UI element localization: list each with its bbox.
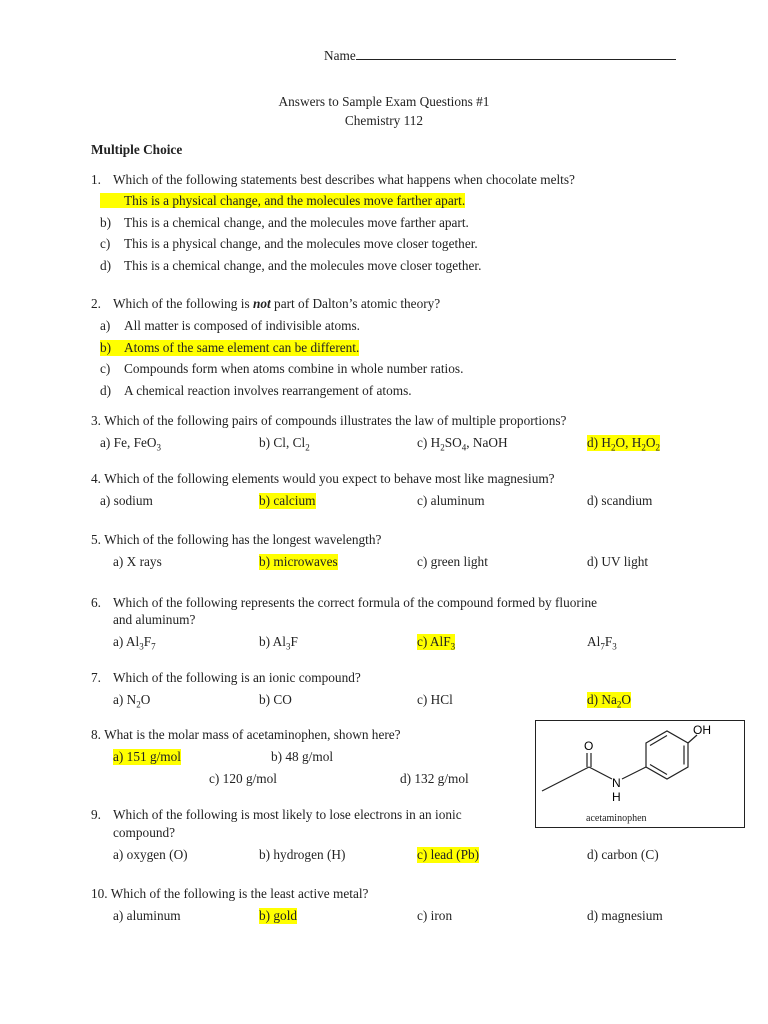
option-c — [417, 554, 488, 570]
option-letter: b) — [259, 692, 271, 707]
question-text-continued: compound? — [113, 825, 176, 840]
structure-caption: acetaminophen — [586, 813, 647, 824]
option-text: aluminum — [430, 493, 485, 508]
option-text: 48 g/mol — [285, 749, 334, 764]
question-text — [91, 532, 381, 548]
option-text: microwaves — [273, 554, 338, 569]
option-letter: d) — [587, 554, 599, 569]
option-text: A chemical reaction involves rearrangement of atoms. — [124, 383, 412, 398]
question-body: Which of the following is the least active metal? — [110, 886, 369, 901]
option-text: aluminum — [126, 908, 181, 923]
option-letter: d) — [587, 908, 599, 923]
atom-h: H — [612, 790, 621, 804]
option-c — [417, 493, 485, 509]
option-letter: c) — [417, 692, 428, 707]
option-text: oxygen (O) — [126, 847, 188, 862]
option-text: This is a physical change, and the molecules move farther apart. — [124, 193, 466, 208]
name-label: Name — [324, 48, 356, 63]
question-text — [113, 296, 440, 312]
option-letter: a) — [113, 554, 124, 569]
option-b: b) Cl, $Cl_2$ — [259, 435, 310, 453]
course-title: Chemistry 112 — [344, 113, 424, 128]
option-text: This is a physical change, and the molecules move closer together. — [124, 236, 478, 251]
question-number: 5. — [91, 532, 101, 547]
option-a — [113, 908, 181, 924]
option-letter: d) — [587, 692, 599, 707]
option-letter: a) — [113, 908, 124, 923]
question-text — [91, 413, 566, 429]
question-body: What is the molar mass of acetaminophen, shown here? — [104, 727, 401, 742]
option-c-correct — [417, 847, 479, 863]
question-number: 3. — [91, 413, 101, 428]
question-text: Which of the following is most likely to lose electrons in an ionic — [113, 807, 462, 822]
option-letter: d) — [100, 258, 112, 273]
option-letter: d) — [587, 847, 599, 862]
option-letter: a) — [100, 493, 111, 508]
option-text: calcium — [273, 493, 316, 508]
ring-double-bond — [650, 765, 667, 775]
option-letter: b) — [271, 749, 283, 764]
question-number: 9. — [91, 807, 101, 822]
question-number: 2. — [91, 296, 101, 311]
option-text: carbon (C) — [601, 847, 659, 862]
question-text-continued: and aluminum? — [113, 612, 196, 627]
question-body: Which of the following pairs of compounds illustrates the law of multiple proportions? — [104, 413, 567, 428]
option-letter: a) — [113, 749, 124, 764]
option-text: X rays — [126, 554, 162, 569]
option-letter: d) — [587, 493, 599, 508]
option-text: 151 g/mol — [126, 749, 181, 764]
option-c: c) $H_2SO_4$, NaOH — [417, 435, 508, 453]
question-number: 8. — [91, 727, 101, 742]
ring-n-bond — [622, 767, 646, 779]
option-a — [100, 493, 153, 509]
emphasis-not: not — [252, 296, 271, 311]
option-letter: c) — [417, 435, 428, 450]
option-d — [587, 554, 648, 570]
option-c — [417, 908, 452, 924]
methyl-bond — [542, 767, 589, 791]
option-b — [259, 692, 292, 708]
question-body: Which of the following has the longest wavelength? — [104, 532, 382, 547]
option-b-correct — [100, 340, 359, 356]
option-a — [113, 554, 162, 570]
option-a-correct — [113, 749, 181, 765]
option-text: iron — [430, 908, 453, 923]
option-letter: a) — [113, 634, 124, 649]
option-text: scandium — [601, 493, 653, 508]
option-text: Atoms of the same element can be different. — [124, 340, 360, 355]
name-blank-line[interactable] — [356, 47, 676, 60]
option-a: a) $N_2O$ — [113, 692, 151, 710]
option-d — [400, 771, 469, 787]
question-text-before: Which of the following is — [113, 296, 250, 311]
atom-n: N — [612, 776, 621, 790]
benzene-ring — [646, 731, 688, 779]
question-text: Which of the following statements best describes what happens when chocolate melts? — [113, 172, 575, 187]
option-letter: b) — [259, 847, 271, 862]
question-body: Which of the following elements would you expect to behave most like magnesium? — [104, 471, 555, 486]
option-letter: a) — [100, 318, 111, 333]
option-letter: c) — [417, 493, 428, 508]
option-text: This is a chemical change, and the molecules move farther apart. — [124, 215, 469, 230]
question-number: 10. — [91, 886, 108, 901]
option-b-correct — [259, 908, 297, 924]
acetaminophen-structure — [535, 720, 745, 828]
option-letter: d) — [100, 383, 112, 398]
option-letter: c) — [417, 554, 428, 569]
option-a-correct — [100, 193, 465, 209]
atom-oh: OH — [693, 723, 711, 737]
ring-double-bond — [650, 736, 667, 746]
option-d — [587, 908, 663, 924]
question-text: Which of the following is an ionic compound? — [113, 670, 361, 685]
question-number: 7. — [91, 670, 101, 685]
option-letter: c) — [100, 236, 111, 251]
option-a: a) Fe, FeO$_3$ — [100, 435, 162, 453]
option-letter: b) — [259, 554, 271, 569]
atom-o: O — [584, 739, 594, 753]
option-letter: a) — [113, 692, 124, 707]
option-text: gold — [273, 908, 298, 923]
option-letter: b) — [259, 493, 271, 508]
option-letter: d) — [587, 435, 599, 450]
option-letter: b) — [259, 634, 271, 649]
option-b: b) $Al_3F$ — [259, 634, 298, 652]
name-field[interactable] — [324, 47, 676, 64]
option-letter: c) — [417, 908, 428, 923]
option-b-correct — [259, 493, 316, 509]
option-letter: c) — [417, 847, 428, 862]
option-text: sodium — [113, 493, 153, 508]
option-c-correct: c) AlF$_3$ — [417, 634, 456, 652]
option-text: magnesium — [601, 908, 663, 923]
option-letter: a) — [100, 435, 111, 450]
option-text: lead (Pb) — [430, 847, 480, 862]
option-letter: c) — [417, 634, 428, 649]
n-carbonyl-bond — [589, 767, 612, 779]
option-letter: c) — [209, 771, 220, 786]
option-letter: c) — [100, 361, 111, 376]
option-c — [417, 692, 453, 708]
option-letter: b) — [259, 908, 271, 923]
option-letter: b) — [100, 340, 112, 355]
option-text: HCl — [430, 692, 453, 707]
option-text: 120 g/mol — [222, 771, 277, 786]
option-d: $Al_7F_3$ — [587, 634, 617, 652]
option-text: UV light — [601, 554, 649, 569]
option-d — [587, 847, 659, 863]
option-c — [209, 771, 277, 787]
option-d-correct: d) $H_2O$, $H_2O_2$ — [587, 435, 660, 453]
option-b — [271, 749, 333, 765]
section-heading: Multiple Choice — [91, 142, 183, 157]
question-text-after: part of Dalton’s atomic theory? — [274, 296, 441, 311]
question-text: Which of the following represents the correct formula of the compound formed by fluorine — [113, 595, 598, 610]
option-letter: a) — [113, 847, 124, 862]
question-number: 1. — [91, 172, 101, 187]
option-letter: b) — [259, 435, 271, 450]
option-letter: b) — [100, 215, 112, 230]
option-text: green light — [430, 554, 488, 569]
option-text: 132 g/mol — [414, 771, 469, 786]
question-number: 4. — [91, 471, 101, 486]
option-text: This is a chemical change, and the molecules move closer together. — [124, 258, 482, 273]
option-text: hydrogen (H) — [273, 847, 346, 862]
option-a: a) $Al_3F_7$ — [113, 634, 156, 652]
question-text — [91, 727, 401, 743]
question-text — [91, 886, 368, 902]
option-letter: d) — [400, 771, 412, 786]
option-d-correct: d) $Na_2O$ — [587, 692, 632, 710]
option-text: Compounds form when atoms combine in whole number ratios. — [124, 361, 464, 376]
option-text: CO — [273, 692, 292, 707]
option-b-correct — [259, 554, 338, 570]
option-d — [587, 493, 652, 509]
option-text: All matter is composed of indivisible atoms. — [124, 318, 360, 333]
question-text — [91, 471, 555, 487]
question-number: 6. — [91, 595, 101, 610]
option-a — [113, 847, 188, 863]
page-title: Answers to Sample Exam Questions #1 — [278, 94, 490, 109]
option-b — [259, 847, 345, 863]
